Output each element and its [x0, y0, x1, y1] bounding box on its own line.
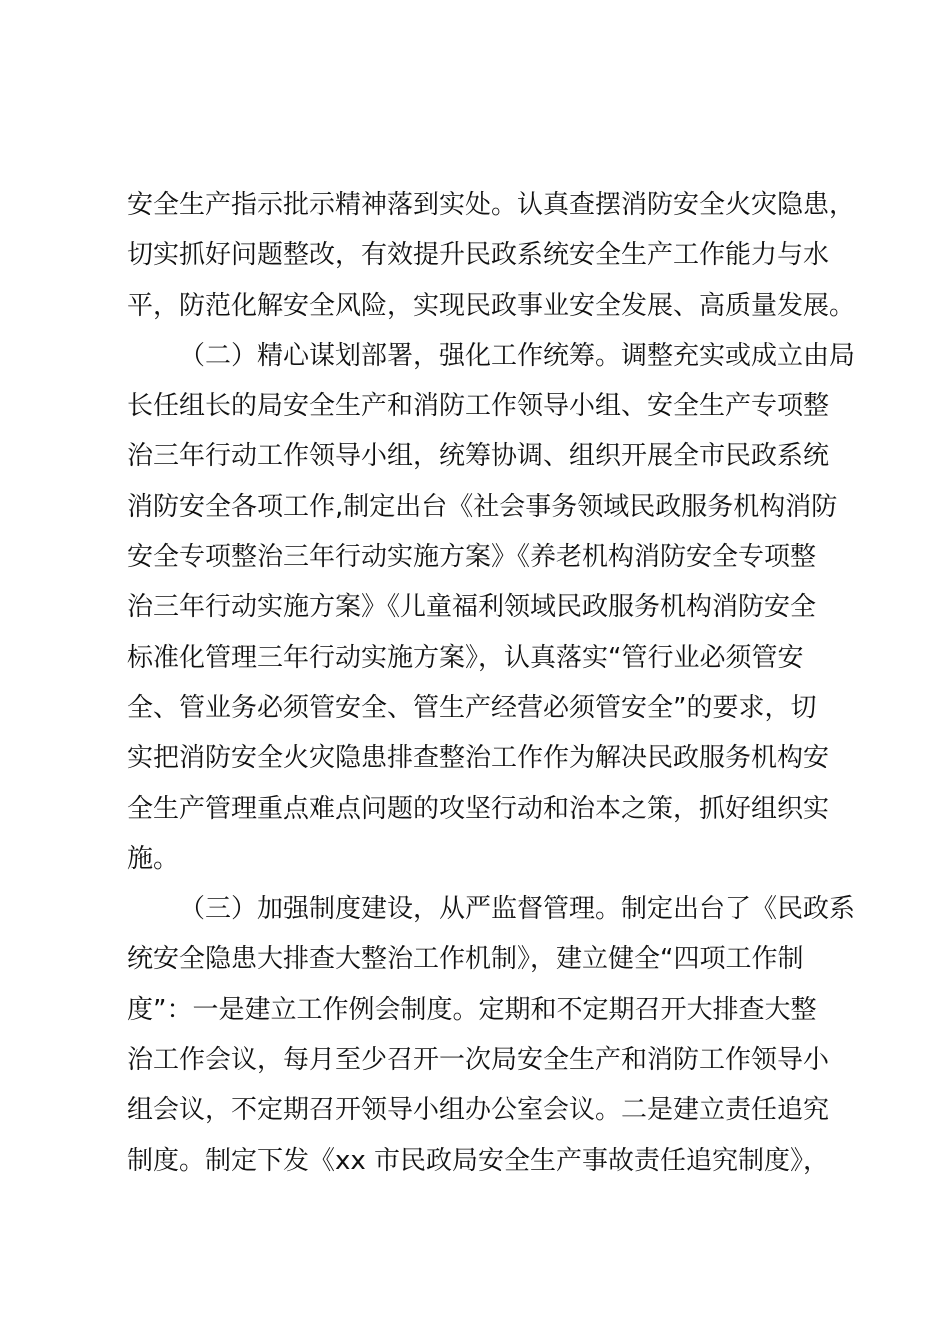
text-line: 消防安全各项工作,制定出台《社会事务领域民政服务机构消防 [127, 491, 838, 522]
text-line: 平，防范化解安全风险，实现民政事业安全发展、高质量发展。 [127, 290, 856, 321]
text-line: （三）加强制度建设，从严监督管理。制定出台了《民政系 [179, 894, 856, 925]
text-line: 统安全隐患大排查大整治工作机制》，建立健全“四项工作制 [127, 944, 804, 975]
paragraph-1 [127, 180, 856, 331]
text-line: 治三年行动工作领导小组，统筹协调、组织开展全市民政系统 [127, 441, 830, 472]
text-line: 全生产管理重点难点问题的攻坚行动和治本之策，抓好组织实 [127, 793, 830, 824]
text-line: 治工作会议，每月至少召开一次局安全生产和消防工作领导小 [127, 1045, 830, 1076]
text-line: 安全专项整治三年行动实施方案》《养老机构消防安全专项整 [127, 542, 817, 573]
text-line: 治三年行动实施方案》《儿童福利领域民政服务机构消防安全 [127, 592, 817, 623]
text-line: 制度。制定下发《xx 市民政局安全生产事故责任追究制度》， [127, 1145, 830, 1176]
text-line: 度”：一是建立工作例会制度。定期和不定期召开大排查大整 [127, 994, 817, 1025]
text-line: 切实抓好问题整改，有效提升民政系统安全生产工作能力与水 [127, 240, 830, 271]
text-line: 安全生产指示批示精神落到实处。认真查摆消防安全火灾隐患， [127, 190, 856, 220]
document-body [127, 180, 856, 1186]
text-line: 长任组长的局安全生产和消防工作领导小组、安全生产专项整 [127, 391, 830, 422]
text-line: 施。 [127, 843, 180, 874]
text-line: （二）精心谋划部署，强化工作统筹。调整充实或成立由局 [179, 340, 856, 371]
paragraph-3 [127, 884, 856, 1186]
text-line: 实把消防安全火灾隐患排查整治工作作为解决民政服务机构安 [127, 743, 830, 774]
text-line: 全、管业务必须管安全、管生产经营必须管安全”的要求，切 [127, 692, 817, 723]
text-line: 组会议，不定期召开领导小组办公室会议。二是建立责任追究 [127, 1095, 830, 1126]
paragraph-2 [127, 331, 856, 884]
text-line: 标准化管理三年行动实施方案》，认真落实“管行业必须管安 [127, 642, 804, 673]
